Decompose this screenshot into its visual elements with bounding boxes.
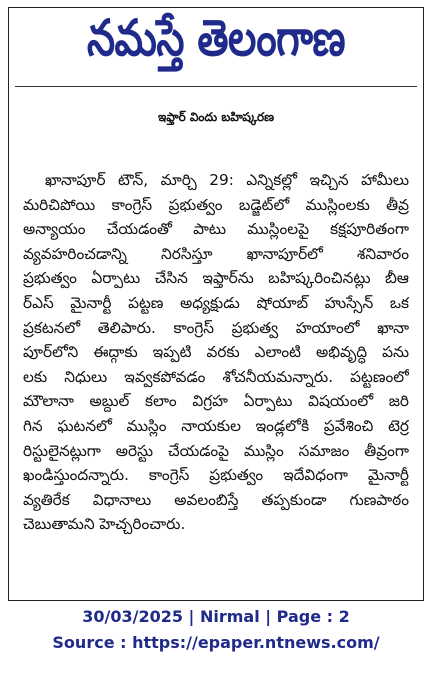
article-line: పూర్‌లోని ఈద్గాకు ఇప్పటి వరకు ఎలాంటి అభివృద్ధి పను (23, 343, 409, 362)
article-line: మౌలానా అబ్దుల్ కలాం విగ్రహ ఏర్పాటు విషయంలో జరి (23, 392, 409, 411)
article-body (23, 168, 409, 537)
masthead-title: నమస్తే తెలంగాణ (86, 10, 346, 68)
article-line: ప్రభుత్వం ఏర్పాటు చేసిన ఇఫ్తార్‌ను బహిష్కరించినట్లు బీఆ (23, 269, 409, 288)
newspaper-masthead (15, 10, 417, 76)
article-line: అన్యాయం చేయడంతో పాటు ముస్లింలపై కక్షపూరితంగా (23, 220, 409, 239)
masthead-rule (15, 86, 417, 87)
article-line: మరిచిపోయి కాంగ్రెస్ ప్రభుత్వం బడ్జెట్‌లో ముస్లింలకు తీవ్ర (23, 195, 409, 214)
article-line: ఖానాపూర్ టౌన్, మార్చి 29: ఎన్నికల్లో ఇచ్చిన హామీలు (45, 171, 409, 189)
article-line: గిన ఘటనలో ముస్లిం నాయకుల ఇండ్లలోకి ప్రవేశించి టెర్ర (23, 416, 409, 435)
article-line: లకు నిధులు ఇవ్వకపోవడం శోచనీయమన్నారు. పట్టణంలో (23, 367, 409, 386)
article-line: ప్రకటనలో తెలిపారు. కాంగ్రెస్ ప్రభుత్వ హయాంలో ఖానా (23, 318, 409, 337)
article-headline: ఇఫ్తార్ విందు బహిష్కరణ (157, 110, 275, 124)
article-line: రిస్టులైనట్లుగా అరెస్టు చేయడంపై ముస్లిం సమాజం తీవ్రంగా (23, 441, 409, 460)
article-line: చెబుతామని హెచ్చరించారు. (23, 515, 186, 534)
news-clipping (8, 7, 424, 601)
footer-source: Source : https://epaper.ntnews.com/ (52, 633, 380, 652)
article-line: ఖండిస్తుందన్నారు. కాంగ్రెస్ ప్రభుత్వం ఇదేవిధంగా మైనార్టీ (23, 466, 409, 485)
article-line: వ్యతిరేక విధానాలు అవలంబిస్తే తప్పకుండా గుణపాఠం (23, 490, 409, 509)
article-line: ర్‌ఎస్ మైనార్టీ పట్టణ అధ్యక్షుడు షోయాబ్ హుస్సేన్ ఒక (23, 293, 409, 312)
article-line: వ్యవహరించడాన్ని నిరసిస్తూ ఖానాపూర్‌లో శనివారం (23, 244, 409, 263)
footer-date-edition: 30/03/2025 | Nirmal | Page : 2 (82, 607, 350, 626)
